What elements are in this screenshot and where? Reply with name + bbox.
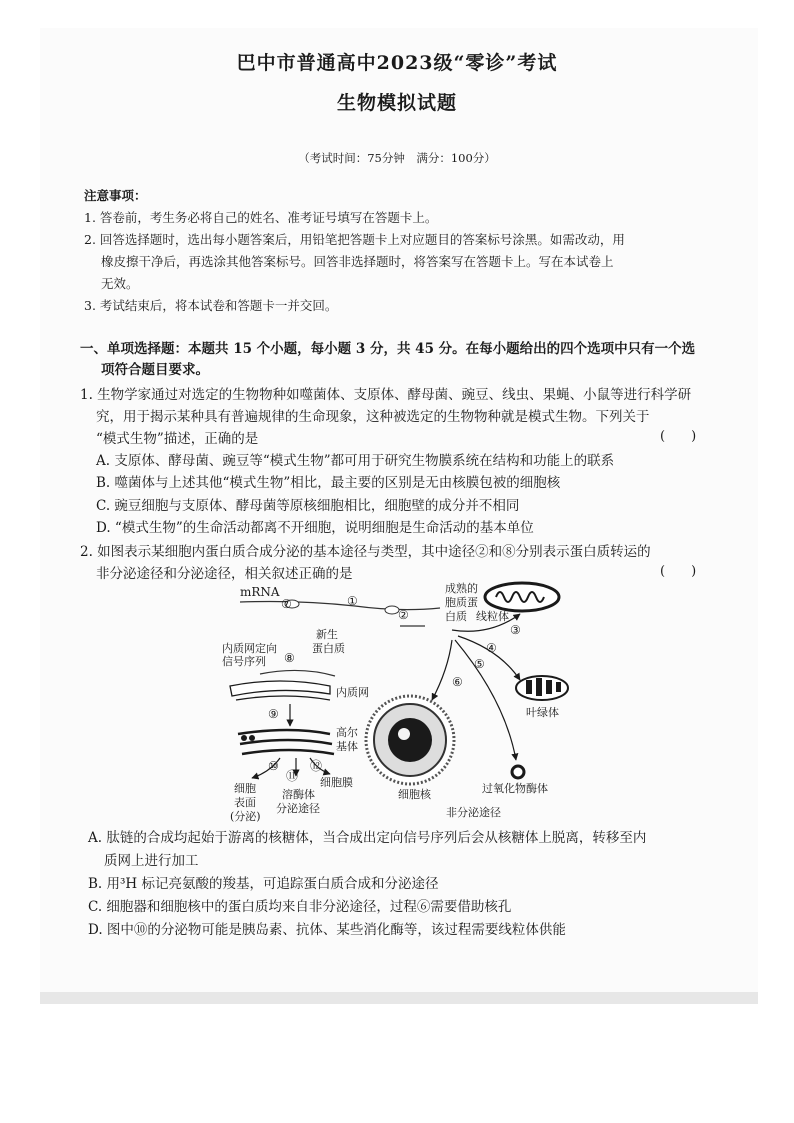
label-mature-protein: 成熟的: [445, 582, 478, 595]
er-membrane-icon: [230, 681, 330, 696]
label-step-2: ②: [398, 608, 409, 622]
option-a: A. 支原体、酵母菌、豌豆等“模式生物”都可用于研究生物膜系统在结构和功能上的联系: [96, 453, 615, 469]
option-d: D. “模式生物”的生命活动都离不开细胞，说明细胞是生命活动的基本单位: [96, 520, 534, 536]
question-2-stem: 2. 如图表示某细胞内蛋白质合成分泌的基本途径与类型，其中途径②和⑧分别表示蛋白质转运的: [80, 544, 651, 560]
label-cell-surface: 细胞: [234, 782, 256, 795]
label-cell-surface: (分泌): [230, 810, 261, 823]
label-step-4: ④: [486, 641, 497, 655]
vesicle-icon: [241, 735, 247, 741]
answer-parentheses: ( ): [660, 429, 697, 444]
exam-subtitle: 生物模拟试题: [336, 92, 457, 114]
label-step-8: ⑧: [284, 651, 295, 665]
nucleolus-icon: [388, 718, 432, 762]
label-er: 内质网: [336, 686, 369, 699]
label-step-6: ⑥: [452, 675, 463, 689]
label-step-3: ③: [510, 623, 521, 637]
label-golgi: 高尔: [336, 726, 358, 739]
label-step-7: ⑦: [281, 597, 292, 611]
label-peroxisome: 过氧化物酶体: [482, 782, 548, 795]
label-membrane: 细胞膜: [320, 776, 353, 789]
option-d: D. 图中⑩的分泌物可能是胰岛素、抗体、某些消化酶等，该过程需要线粒体供能: [88, 922, 566, 938]
notice-item: 无效。: [101, 276, 139, 291]
label-golgi: 基体: [336, 740, 358, 753]
label-nucleus: 细胞核: [398, 788, 431, 801]
golgi-cisterna: [238, 730, 330, 734]
notice-item: 橡皮擦干净后，再选涂其他答案标号。回答非选择题时，将答案写在答题卡上。写在本试卷上: [101, 254, 614, 269]
thylakoid-stack: [536, 678, 542, 696]
label-mrna: mRNA: [240, 585, 280, 599]
label-mitochondrion: 线粒体: [476, 610, 509, 623]
question-1-stem: “模式生物”描述，正确的是: [96, 431, 259, 447]
label-cell-surface: 表面: [234, 796, 256, 809]
label-step-12: ⑫: [310, 759, 323, 773]
label-lysosome: 溶酶体: [282, 788, 315, 801]
label-er-signal: 信号序列: [222, 655, 266, 668]
peroxisome-icon: [512, 766, 524, 778]
label-mature-protein: 白质: [445, 610, 467, 623]
option-b: B. 用³H 标记亮氨酸的羧基，可追踪蛋白质合成和分泌途径: [88, 876, 439, 892]
question-1-stem: 1. 生物学家通过对选定的生物物种如噬菌体、支原体、酵母菌、豌豆、线虫、果蝇、小鼠等进行科学研: [80, 387, 692, 403]
notice-item: 3. 考试结束后，将本试卷和答题卡一并交回。: [84, 298, 338, 313]
label-er-signal: 内质网定向: [222, 642, 277, 655]
section-heading: 项符合题目要求。: [101, 362, 209, 378]
label-new-protein: 新生: [316, 628, 338, 641]
option-a-cont: 质网上进行加工: [104, 853, 199, 869]
label-chloroplast: 叶绿体: [526, 706, 559, 719]
option-a: A. 肽链的合成均起始于游离的核糖体，当合成出定向信号序列后会从核糖体上脱离，转移至内: [88, 830, 647, 846]
exam-time-info: （考试时间：75分钟 满分：100分）: [298, 151, 496, 165]
arrow-to-peroxisome: [455, 640, 516, 760]
label-step-10: ⑩: [268, 759, 279, 773]
vesicle-icon: [249, 735, 255, 741]
notice-heading: 注意事项：: [84, 188, 147, 203]
notice-item: 1. 答卷前，考生务必将自己的姓名、准考证号填写在答题卡上。: [84, 210, 438, 225]
label-step-5: ⑤: [474, 657, 485, 671]
er-membrane-icon: [236, 696, 330, 700]
question-2-stem: 非分泌途径和分泌途径，相关叙述正确的是: [96, 566, 353, 582]
nucleolus-highlight: [398, 728, 410, 740]
arrow-to-nucleus: [432, 640, 452, 700]
label-new-protein: 蛋白质: [312, 642, 345, 655]
option-c: C. 细胞器和细胞核中的蛋白质均来自非分泌途径，过程⑥需要借助核孔: [88, 899, 512, 915]
section-heading: 一、单项选择题：本题共 15 个小题，每小题 3 分，共 45 分。在每小题给出的四个选项中只有一个选: [80, 341, 696, 357]
signal-chain: [260, 670, 335, 676]
question-1-stem: 究，用于揭示某种具有普遍规律的生命现象，这种被选定的生物物种就是模式生物。下列关于: [96, 409, 650, 425]
label-step-9: ⑨: [268, 707, 279, 721]
option-b: B. 噬菌体与上述其他“模式生物”相比，最主要的区别是无由核膜包被的细胞核: [96, 475, 561, 491]
golgi-cisterna: [240, 740, 332, 744]
answer-parentheses: ( ): [660, 564, 697, 579]
ribosome-icon: [385, 606, 399, 614]
label-step-1: ①: [347, 594, 358, 608]
mrna-strand: [240, 602, 440, 610]
thylakoid-stack: [546, 680, 552, 694]
thylakoid-stack: [526, 680, 532, 694]
exam-title: 巴中市普通高中2023级“零诊”考试: [236, 52, 558, 74]
golgi-cisterna: [242, 750, 334, 754]
thylakoid-stack: [556, 682, 561, 692]
option-c: C. 豌豆细胞与支原体、酵母菌等原核细胞相比，细胞壁的成分并不相同: [96, 498, 520, 514]
label-mature-protein: 胞质蛋: [445, 596, 478, 609]
label-nonsecretory: 非分泌途径: [446, 806, 501, 819]
notice-item: 2. 回答选择题时，选出每小题答案后，用铅笔把答题卡上对应题目的答案标号涂黑。如需改动，用: [84, 232, 625, 247]
label-step-11: ⑪: [286, 769, 299, 783]
label-lysosome: 分泌途径: [276, 802, 320, 815]
